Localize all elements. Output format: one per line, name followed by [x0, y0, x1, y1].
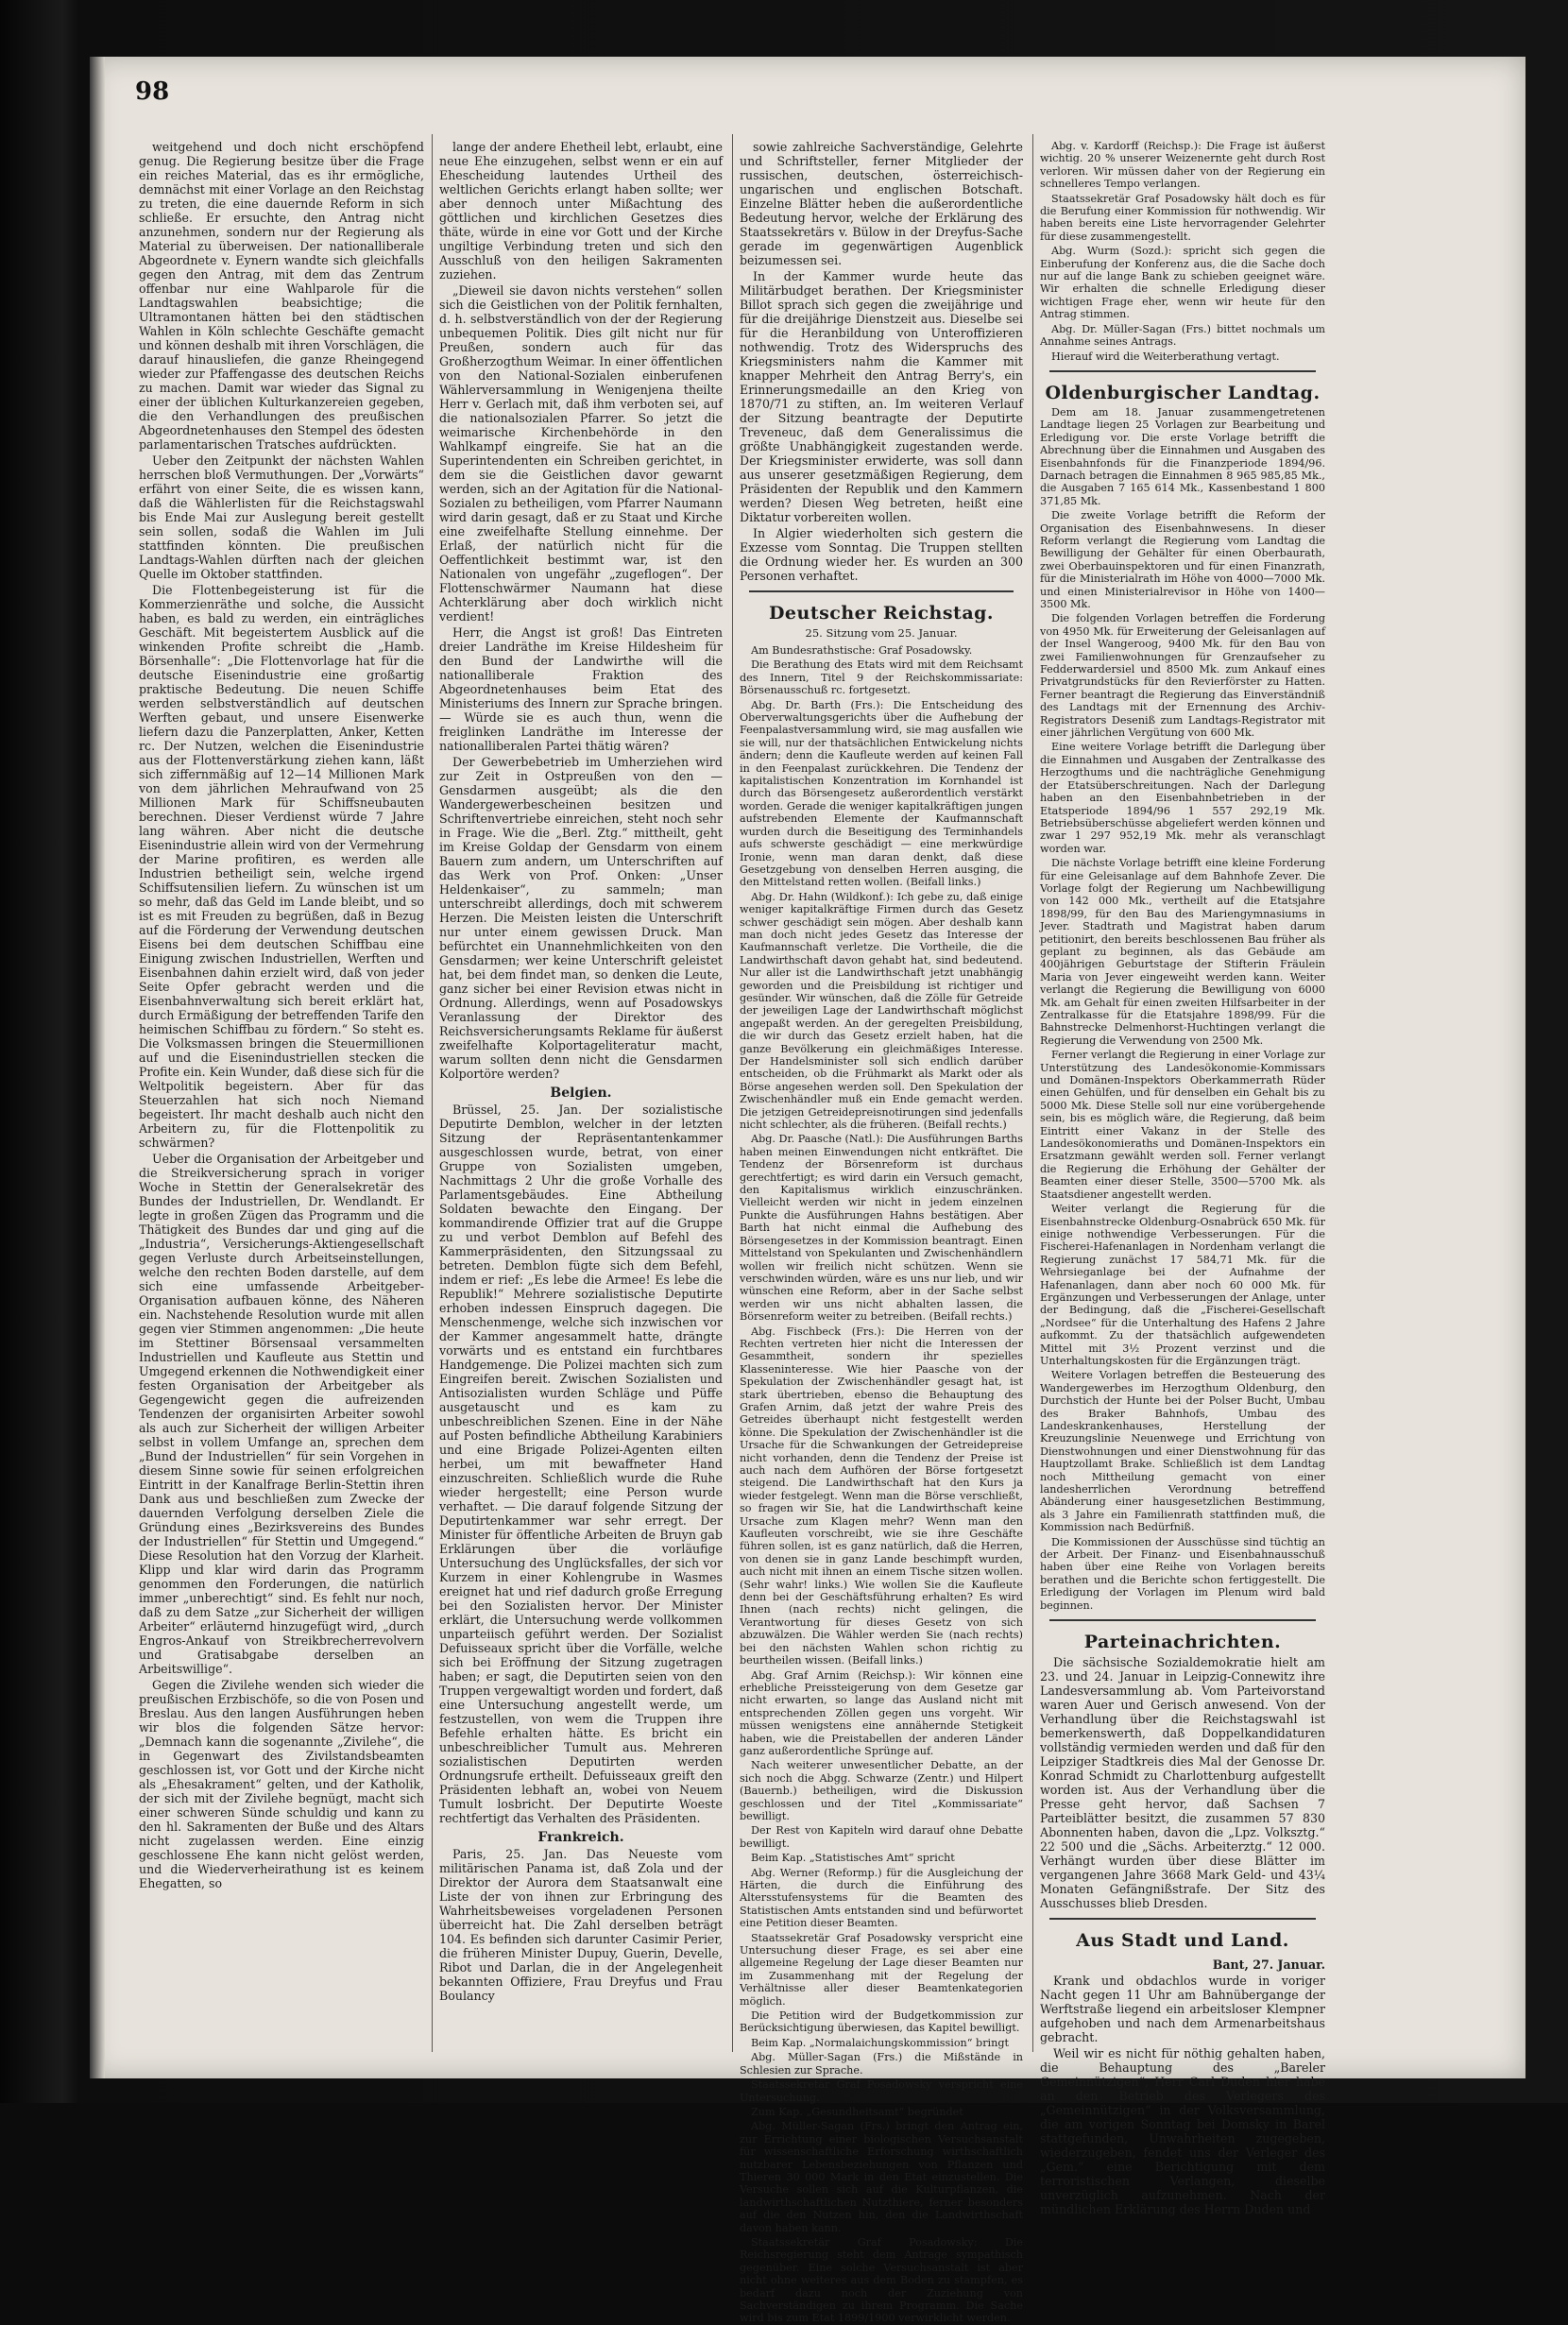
page-number: 98 [135, 77, 170, 106]
column-3 [740, 140, 1023, 2325]
paragraph: Ferner verlangt die Regierung in einer Vorlage zur Unterstützung des Landesökonomie-Kommissars und Domänen-Inspektors Oberkammerrath Rüder einen Gehülfen, und für denselben ein Gehalt bis zu 5000 Mk. Diese Stelle soll nur eine vorübergehende sein, bis es möglich wäre, die Regierung, daß beim Eintritt einer Vakanz in der Stelle des Landesökonomieraths und Domänen-Inspektors ein Ersatzmann gewählt werden soll. Ferner verlangt die Regierung die Erhöhung der Gehälter der Beamten einer dieser Stelle, 3500—5700 Mk. als Staatsdiener angestellt werden. [1040, 1049, 1325, 1201]
paragraph: Weitere Vorlagen betreffen die Besteuerung des Wandergewerbes im Herzogthum Oldenburg, den Durchstich der Hunte bei der Polser Bucht, Umbau des Braker Bahnhofs, Umbau des Landeskrankenhauses, Herstellung der Kreuzungslinie Neuenwege und Errichtung von Dienstwohnungen und einer Dienstwohnung für das Hauptzollamt Brake. Schließlich ist dem Landtag noch Mittheilung gemacht von einer landesherrlichen Verordnung betreffend Abänderung einer hausgesetzlichen Bestimmung, als 3 Jahre ein Familienrath stattfinden muß, die Kommission nach Bedürfniß. [1040, 1369, 1325, 1534]
paragraph: Eine weitere Vorlage betrifft die Darlegung über die Einnahmen und Ausgaben der Zentralkasse des Herzogthums und die nachträgliche Genehmigung der Etatsüberschreitungen. Nach der Darlegung haben an den Eisenbahnbetrieben in der Etatsperiode 1894/96 1 557 292,19 Mk. Betriebsüberschüsse abgeliefert werden können und zwar 1 297 952,19 Mk. mehr als veranschlagt worden war. [1040, 741, 1325, 855]
paragraph: Nach weiterer unwesentlicher Debatte, an der sich noch die Abgg. Schwarze (Zentr.) und Hilpert (Bauernb.) betheiligen, wird die Diskussion geschlossen und der Titel „Kommissariate“ bewilligt. [740, 1759, 1023, 1822]
column-1 [139, 140, 424, 2048]
paragraph: Abg. Dr. Hahn (Wildkonf.): Ich gebe zu, daß einige weniger kapitalkräftige Firmen durch das Gesetz schwer geschädigt sein mögen. Aber deshalb kann man doch nicht jedes Gesetz das Interesse der Kaufmannschaft verletze. Die Vortheile, die die Landwirthschaft davon gehabt hat, sind bedeutend. Nur aller ist die Landwirthschaft jetzt unabhängig geworden und die Preisbildung ist richtiger und gesünder. Wir wünschen, daß die Zölle für Getreide der jeweiligen Lage der Landwirthschaft möglichst angepaßt werden. An der geregelten Preisbildung, die wir durch das Gesetz erzielt haben, hat die ganze Bevölkerung ein gleichmäßiges Interesse. Der Handelsminister soll sich endlich darüber entscheiden, ob die Frühmarkt als Markt oder als Börse angesehen werden soll. Den Spekulation der Zwischenhändler muß ein Ende gemacht werden. Die jetzigen Getreidepreisnotirungen sind jedenfalls nicht schlechter, als die früheren. (Beifall rechts.) [740, 890, 1023, 1132]
paragraph: Abg. Graf Arnim (Reichsp.): Wir können eine erhebliche Preissteigerung von dem Gesetze gar nicht erwarten, so lange das Ausland nicht mit entsprechenden Zöllen gegen uns vorgeht. Wir müssen wenigstens eine annähernde Stetigkeit haben, wie die Preistabellen der anderen Länder ganz außerordentliche Sprünge auf. [740, 1668, 1023, 1757]
paragraph: Weiter verlangt die Regierung für die Eisenbahnstrecke Oldenburg-Osnabrück 650 Mk. für einige nothwendige Verbesserungen. Für die Fischerei-Hafenanlagen in Nordenham verlangt die Regierung zunächst 17 584,71 Mk. für die Wehrsieganlage bei der Aufnahme der Hafenanlagen, dann aber noch 60 000 Mk. für Ergänzungen und Verbesserungen der Anlage, unter der Bedingung, daß die „Fischerei-Gesellschaft „Nordsee“ für die Unterhaltung des Hafens 2 Jahre aufkommt. Zu der thatsächlich aufgewendeten Mittel mit 3½ Prozent verzinst und die Unterhaltungskosten für die Ergänzungen trägt. [1040, 1203, 1325, 1367]
paragraph: Die zweite Vorlage betrifft die Reform der Organisation des Eisenbahnwesens. In dieser Reform verlangt die Regierung vom Landtag die Bewilligung der Gehälter für einen Oberbaurath, zwei Oberbauinspektoren und für einen Finanzrath, für die Ministerialrath im Höhe von 4000—7000 Mk. und einen Ministerialrevisor in Höhe von 1400—3500 Mk. [1040, 509, 1325, 610]
paragraph: Die folgenden Vorlagen betreffen die Forderung von 4950 Mk. für Erweiterung der Geleisanlagen auf der Insel Wangeroog, 9400 Mk. für den Bau von zwei Familienwohnungen für Grenzaufseher zu Fedderwardersiel und 8500 Mk. zum Ankauf eines Privatgrundstücks für den Revierförster zu Hatten. Ferner beantragt die Regierung das Einverständniß des Landtags mit der Ernennung des Archiv-Registrators Deseniß zum Landtags-Registrator mit einer jährlichen Vergütung von 600 Mk. [1040, 612, 1325, 740]
section-subheading: 25. Sitzung vom 25. Januar. [805, 626, 958, 640]
paragraph: Abg. Werner (Reformp.) für die Ausgleichung der Härten, die durch die Einführung des Altersstufensystems für die Beamten des Statistischen Amts entstanden sind und befürwortet eine Petition dieser Beamten. [740, 1866, 1023, 1930]
paragraph: lange der andere Ehetheil lebt, erlaubt, eine neue Ehe einzugehen, selbst wenn er ein auf Ehescheidung lautendes Urtheil des weltlichen Gerichts erlangt haben sollte; wer aber dennoch unter Mißachtung des göttlichen und kirchlichen Gesetzes dies thäte, würde in eine vor Gott und der Kirche ungiltige Verbindung treten und sich den Ausschluß von den heiligen Sakramenten zuziehen. [439, 140, 723, 282]
section-divider [1049, 1918, 1316, 1920]
reichstag-report [740, 644, 1023, 2325]
column-2 [439, 140, 723, 2048]
paragraph: Ueber den Zeitpunkt der nächsten Wahlen herrschen bloß Vermuthungen. Der „Vorwärts“ erfährt von einer Seite, die es wissen kann, daß die Wählerlisten für die Reichstagswahl bis Ende Mai zur Auslegung bereit gestellt sein sollen, sodaß die Wahlen im Juli stattfinden könnten. Die preußischen Landtags-Wahlen dürften nach der gleichen Quelle im Oktober stattfinden. [139, 453, 424, 581]
paragraph: Die sächsische Sozialdemokratie hielt am 23. und 24. Januar in Leipzig-Connewitz ihre Landesversammlung ab. Vom Parteivorstand waren Auer und Gerisch anwesend. Von der Verhandlung über die Reichstagswahl ist bemerkenswerth, daß Doppelkandidaturen vollständig vermieden werden und daß für den Leipziger Stadtkreis dies Mal der Genosse Dr. Konrad Schmidt zu Charlottenburg aufgestellt worden ist. Aus der Verhandlung über die Presse geht hervor, daß Sachsen 7 Parteiblätter besitzt, die zusammen 57 830 Abonnenten haben, davon die „Lpz. Volksztg.“ 22 500 und die „Sächs. Arbeiterztg.“ 12 000. Verhängt wurden über diese Blätter im vergangenen Jahre 3668 Mark Geld- und 43¼ Monaten Gefängnißstrafe. Der Sitz des Ausschusses blieb Dresden. [1040, 1655, 1325, 1911]
paragraph: „Dieweil sie davon nichts verstehen“ sollen sich die Geistlichen von der Politik fernhalten, d. h. selbstverständlich von der der Regierung unbequemen Politik. Dies gilt nicht nur für Preußen, sondern auch für das Großherzogthum Weimar. In einer öffentlichen von den National-Sozialen einberufenen Wählerversammlung in Wenigenjena theilte Herr v. Gerlach mit, daß ihm verboten sei, auf die nationalsozialen Pfarrer. So jetzt die weimarische Kirchenbehörde in den Wahlkampf eingreife. Sie hat an die Superintendenten ein Schreiben gerichtet, in dem sie die Geistlichen davor gewarnt werden, sich an der Agitation für die National-Sozialen zu betheiligen, vom Pfarrer Naumann wird darin gesagt, daß er zu Staat und Kirche eine zweifelhafte Stellung einnehme. Der Erlaß, der natürlich nicht für die Oeffentlichkeit bestimmt war, ist den Nationalen von ungefähr „zugeflogen“. Der Flottenschwärmer Naumann hat diese Achterklärung aber doch wirklich nicht verdient! [439, 283, 723, 624]
dateline: Bant, 27. Januar. [1212, 1957, 1325, 1973]
paragraph: Die Berathung des Etats wird mit dem Reichsamt des Innern, Titel 9 der Reichskommissariate: Börsenausschuß rc. fortgesetzt. [740, 658, 1023, 697]
paragraph: Abg. Wurm (Sozd.): spricht sich gegen die Einberufung der Konferenz aus, die die Sache doch nur auf die lange Bank zu schieben geeignet wäre. Wir erhalten die schnelle Erledigung dieser wichtigen Frage eher, wenn wir heute für den Antrag stimmen. [1040, 245, 1325, 321]
paragraph: Gegen die Zivilehe wenden sich wieder die preußischen Erzbischöfe, so die von Posen und Breslau. Aus den langen Ausführungen heben wir blos die folgenden Sätze hervor: „Demnach kann die sogenannte „Zivilehe“, die in Gegenwart des Zivilstandsbeamten geschlossen ist, vor Gott und der Kirche nicht als „Ehesakrament“ gelten, und der Katholik, der sich mit der Zivilehe begnügt, macht sich einer schweren Sünde schuldig und kann zu den hl. Sakramenten der Buße und des Altars nicht zugelassen werden. Eine einzig geschlossene Ehe kann nicht gelöst werden, und die Wiederverheirathung ist es keinem Ehegatten, so [139, 1678, 424, 1890]
reichstag-continued [1040, 140, 1325, 363]
section-heading-partei: Parteinachrichten. [1083, 1632, 1282, 1653]
paragraph: Beim Kap. „Normalaichungskommission“ bringt [751, 2036, 1009, 2049]
column-4 [1040, 140, 1325, 2217]
paragraph: Krank und obdachlos wurde in voriger Nacht gegen 11 Uhr am Bahnübergange der Werftstraße liegend ein arbeitsloser Klempner aufgehoben und nach dem Armenarbeitshaus gebracht. [1040, 1974, 1325, 2045]
paragraph: weitgehend und doch nicht erschöpfend genug. Die Regierung besitze über die Frage ein reiches Material, das es ihr ermögliche, demnächst mit einer Vorlage an den Reichstag zu treten, die eine dauernde Reform in sich schließe. Er ersuchte, den Antrag nicht anzunehmen, sondern nur der Regierung als Material zu überweisen. Der nationalliberale Abgeordnete v. Eynern wandte sich gleichfalls gegen den Antrag, mit dem das Zentrum offenbar nur eine Wahlparole für die Landtagswahlen beabsichtige; die Ultramontanen hätten bei den städtischen Wahlen in Köln schlechte Geschäfte gemacht und können deshalb mit ihren Vorschlägen, die darauf hinausliefen, die ganze Rheingegend wieder zur Pfaffengasse des deutschen Reichs zu machen. Damit war wieder das Signal zu einer der üblichen Kulturkanzereien gegeben, die den Verhandlungen des preußischen Abgeordnetenhauses den Stempel des ödesten parlamentarischen Tratsches aufdrückten. [139, 140, 424, 452]
column-rule [1032, 134, 1033, 2052]
paragraph: Dem am 18. Januar zusammengetretenen Landtage liegen 25 Vorlagen zur Bearbeitung und Erledigung vor. Die erste Vorlage betrifft die Abrechnung über die Einnahmen und Ausgaben des Eisenbahnfonds für die Finanzperiode 1894/96. Darnach betragen die Einnahmen 8 965 985,85 Mk., die Ausgaben 7 165 614 Mk., Kassenbestand 1 800 371,85 Mk. [1040, 405, 1325, 507]
paragraph: Staatssekretär Graf Posadowsky verspricht eine Untersuchung dieser Frage, es sei aber eine allgemeine Regelung der Lage dieser Beamten nur im Zusammenhang mit der Regelung der Verhältnisse aller dieser Beamtenkategorien möglich. [740, 1931, 1023, 2008]
section-heading-oldenburg: Oldenburgischer Landtag. [1045, 382, 1321, 403]
paragraph: Beim Kap. „Statistisches Amt“ spricht [751, 1852, 955, 1865]
paragraph: Staatssekretär Graf Posadowsky hält doch es für die Berufung einer Kommission für nothwendig. Wir haben bereits eine Liste hervorragender Gelehrter für diese zusammengestellt. [1040, 192, 1325, 243]
section-divider [1049, 1619, 1316, 1621]
section-heading-belgien: Belgien. [550, 1086, 612, 1101]
column-rule [432, 134, 433, 2052]
paragraph: Staatssekretär Graf Posadowsky: Die Reichsregierung steht dem Antrage sympathisch gegenüber. Eine solche Versuchsanstalt ist aber nicht ohne weiteres aus dem Boden zu stampfen, es bedarf dazu noch der Zuziehung von Sachverständigen zu ihrem Programm. Die Sache wird bis zum Etat 1899/1900 verwirklicht werden. [740, 2235, 1023, 2325]
paragraph: In der Kammer wurde heute das Militärbudget berathen. Der Kriegsminister Billot sprach sich gegen die zweijährige und für die dreijährige Dienstzeit aus. Dieselbe sei für die Heranbildung von Unteroffizieren nothwendig. Trotz des Widerspruchs des Kriegsministers nahm die Kammer mit knapper Mehrheit den Antrag Berry's, ein Erinnerungsmedaille an den Krieg von 1870/71 zu stiften, an. Im weiteren Verlauf der Sitzung beantragte der Deputirte Treveneuc, daß dem Generalissimus die größte Unabhängigkeit zugestanden werde. Der Kriegsminister erwiderte, was soll dann aus unserer gesetzmäßigen Regierung, dem Präsidenten der Republik und den Kammern werden? Diesen Weg betreten, heißt eine Diktatur vorbereiten wollen. [740, 269, 1023, 524]
paragraph: In Algier wiederholten sich gestern die Exzesse vom Sonntag. Die Truppen stellten die Ordnung wieder her. Es wurden an 300 Personen verhaftet. [740, 526, 1023, 583]
paragraph: Die Kommissionen der Ausschüsse sind tüchtig an der Arbeit. Der Finanz- und Eisenbahnausschuß haben über eine Reihe von Vorlagen bereits berathen und die Berichte schon fertiggestellt. Die Erledigung der Vorlagen im Plenum wird bald beginnen. [1040, 1535, 1325, 1612]
paragraph: Abg. Dr. Müller-Sagan (Frs.) bittet nochmals um Annahme seines Antrags. [1040, 322, 1325, 349]
paragraph: Ueber die Organisation der Arbeitgeber und die Streikversicherung sprach in voriger Woche in Stettin der Generalsekretär des Bundes der Industriellen, Dr. Wendlandt. Er legte in großen Zügen das Programm und die Thätigkeit des Bundes dar und ging auf die „Industria“, Versicherungs-Aktiengesellschaft gegen Verluste durch Arbeitseinstellungen, welche den rechten Boden darstelle, auf dem sich eine umfassende Arbeitgeber-Organisation aufbauen könne, des Näheren ein. Nachstehende Resolution wurde mit allen gegen vier Stimmen angenommen: „Die heute im Stettiner Börsensaal versammelten Industriellen und Kaufleute aus Stettin und Umgegend erkennen die Nothwendigkeit einer festen Organisation der Arbeitgeber als Gegengewicht gegen die aufreizenden Tendenzen der organisirten Arbeiter sowohl als auch zur Sicherheit der willigen Arbeiter selbst in vollem Umfange an, sprechen dem „Bund der Industriellen“ für sein Vorgehen in diesem Sinne sowie für seinen erfolgreichen Eintritt in der Kanalfrage Berlin-Stettin ihren Dank aus und beschließen zum Zwecke der dauernden Verfolgung derselben Ziele die Gründung eines „Bezirksvereins des Bundes der Industriellen“ für Stettin und Umgegend.“ Diese Resolution hat den Vorzug der Klarheit. Klipp und klar wird darin das Programm genommen den Forderungen, die natürlich immer „unberechtigt“ sind. Es fehlt nur noch, daß zu dem Satze „zur Sicherheit der willigen Arbeiter“ erläuternd hinzugefügt wird, „durch Engros-Ankauf von Streikbrecherrevolvern und Gratisabgabe derselben an Arbeitswillige“. [139, 1152, 424, 1676]
paragraph: Abg. v. Kardorff (Reichsp.): Die Frage ist äußerst wichtig. 20 % unserer Weizenernte geht durch Rost verloren. Wir müssen daher von der Regierung ein schnelleres Tempo verlangen. [1040, 140, 1325, 191]
paragraph: Abg. Dr. Paasche (Natl.): Die Ausführungen Barths haben meinen Einwendungen nicht entkräftet. Die Tendenz der Börsenreform ist durchaus gerechtfertigt; es wird darin ein Versuch gemacht, den Kapitalismus wirklich einzuschränken. Vielleicht werden wir nicht in jedem einzelnen Punkte die Ausführungen Hahns bestätigen. Aber Barth hat nicht einmal die Aufhebung des Börsengesetzes in der Kommission beantragt. Einen Mittelstand von Spekulanten und Zwischenhändlern wollen wir freilich nicht schützen. Wenn sie verschwinden würden, wäre es uns nur lieb, und wir wünschen eine Reform, aber in der Sache selbst werden wir uns nicht abhalten lassen, die Börsenreform weiter zu betreiben. (Beifall rechts.) [740, 1133, 1023, 1324]
paragraph: sowie zahlreiche Sachverständige, Gelehrte und Schriftsteller, ferner Mitglieder der russischen, deutschen, österreichisch-ungarischen und englischen Botschaft. Einzelne Blätter heben die außerordentliche Bedeutung hervor, welche der Erklärung des Staatssekretärs v. Bülow in der Dreyfus-Sache gerade im gegenwärtigen Augenblick beizumessen sei. [740, 140, 1023, 267]
column-rule [732, 134, 733, 2052]
paragraph: Staatssekretär Graf Posadowsky verspricht eine Untersuchung. [740, 2078, 1023, 2104]
paragraph: Die Flottenbegeisterung ist für die Kommerzienräthe und solche, die Aussicht haben, es bald zu werden, ein einträgliches Geschäft. Mit begeistertem Ausblick auf die winkenden Profite schreibt die „Hamb. Börsenhalle“: „Die Flottenvorlage hat für die deutsche Eisenindustrie eine großartig praktische Bedeutung. Die neuen Schiffe werden selbstverständlich auf deutschen Werften gebaut, und unsere Eisenwerke liefern dazu die Panzerplatten, Anker, Ketten rc. Der Nutzen, welchen die Eisenindustrie aus der Flottenverstärkung ziehen kann, läßt sich ziffernmäßig auf 12—14 Millionen Mark von dem jährlichen Mehraufwand von 25 Millionen Mark für Schiffsneubauten berechnen. Dieser Verdienst würde 7 Jahre lang währen. Aber nicht die deutsche Eisenindustrie allein wird von der Vermehrung der Marine profitiren, es werden alle Industrien betheiligt sein, welche irgend Schiffsutensilien liefern. Zu wünschen ist um so mehr, daß das Geld im Lande bleibt, und so ist es mit Freuden zu begrüßen, daß in Bezug auf die Förderung der Verwendung deutschen Eisens bei dem deutschen Schiffbau eine Einigung zwischen Industriellen, Werften und Eisenbahnen dahin erzielt wird, daß von jeder Seite Opfer gebracht werden und die Eisenbahnverwaltung sich bereit erklärt hat, durch Ermäßigung der betreffenden Tarife den heimischen Schiffbau zu fördern.“ So steht es. Die Volksmassen bringen die Steuermillionen auf und die Eisenindustriellen stecken die Profite ein. Kein Wunder, daß diese sich für die Weltpolitik begeistern. Aber für das Steuerzahlen hat sich noch Niemand begeistert. Ihr macht deshalb auch nicht den Arbeitern zu, für die Flottenpolitik zu schwärmen? [139, 583, 424, 1150]
paragraph: Abg. Müller-Sagan (Frs.) die Mißstände in Schlesien zur Sprache. [740, 2051, 1023, 2077]
paragraph: Abg. Müller-Sagan (Frs.) bringt den Antrag ein, zur Errichtung einer biologischen Versuchsanstalt für wissenschaftliche Erforschung wirthschaftlich nutzbarer Lebensbeziehungen von Pflanzen und Thieren 30 000 Mark in den Etat einzustellen. Die Versuche sollen sich auf die Kulturpflanzen, die landwirthschaftlichen Nutzthiere, ferner besonders auf die den Nutzen hin, den die Landwirthschaft davon haben kann. [740, 2120, 1023, 2234]
paragraph: Am Bundesrathstische: Graf Posadowsky. [751, 644, 973, 657]
section-heading-frankreich: Frankreich. [537, 1830, 624, 1845]
section-divider [749, 590, 1014, 592]
section-heading-reichstag: Deutscher Reichstag. [768, 603, 995, 624]
paragraph: Weil wir es nicht für nöthig gehalten haben, die Behauptung des „Bareler Gemeinnützigen“, Herr Carl Duden hier habe an den Betrieb des Verlegers des „Gemeinnützigen“ in der Volksversammlung, die am vorigen Sonntag bei Domsky in Barel stattgefunden, Unwahrheiten zugegeben, wiederzugeben, fendet uns der Verleger des „Gem.“ eine Berichtigung mit dem terroristischen Verlangen, dieselbe unverzüglich aufzunehmen. Nach der mündlichen Erklärung des Herrn Duden und [1040, 2046, 1325, 2217]
paragraph: Abg. Dr. Barth (Frs.): Die Entscheidung des Oberverwaltungsgerichts über die Aufhebung der Feenpalastversammlung wird, sie mag ausfallen wie sie will, nur der thatsächlichen Entwickelung nichts ändern; denn die Kaufleute werden auf keinen Fall in den Feenpalast zurückkehren. Die Tendenz der kapitalistischen Konzentration im Kornhandel ist durch das Börsengesetz außerordentlich verstärkt worden. Gerade die weniger kapitalkräftigen jungen aufstrebenden Elemente der Kaufmannschaft wurden durch die Beseitigung des Terminhandels aufs schwerste geschädigt — eine merkwürdige Ironie, wenn man daran denkt, daß diese Gesetzgebung von denselben Herren ausging, die den Mittelstand retten wollen. (Beifall links.) [740, 698, 1023, 889]
oldenburg-report [1040, 406, 1325, 1612]
paragraph: Brüssel, 25. Jan. Der sozialistische Deputirte Demblon, welcher in der letzten Sitzung der Repräsentantenkammer ausgeschlossen wurde, betrat, von einer Gruppe von Sozialisten umgeben, Nachmittags 2 Uhr die große Vorhalle des Parlamentsgebäudes. Eine Abtheilung Soldaten bewachte den Eingang. Der kommandirende Offizier trat auf die Gruppe zu und verbot Demblon auf Befehl des Kammerpräsidenten, den Sitzungssaal zu betreten. Demblon fügte sich dem Befehl, indem er rief: „Es lebe die Armee! Es lebe die Republik!“ Mehrere sozialistische Deputirte erhoben indessen Einspruch dagegen. Die Menschenmenge, welche sich inzwischen vor der Kammer angesammelt hatte, drängte vorwärts und es entstand ein furchtbares Handgemenge. Die Polizei machten sich zum Eingreifen bereit. Zwischen Sozialisten und Antisozialisten wurden Schläge und Püffe ausgetauscht und es kam zu unbeschreiblichen Szenen. Eine in der Nähe auf Posten befindliche Abtheilung Karabiniers und eine Brigade Polizei-Agenten eilten herbei, um mit bewaffneter Hand einzuschreiten. Schließlich wurde die Ruhe wieder hergestellt; eine Person wurde verhaftet. — Die darauf folgende Sitzung der Deputirtenkammer war sehr erregt. Der Minister für öffentliche Arbeiten de Bruyn gab Erklärungen über die vorläufige Untersuchung des Unglücksfalles, der sich vor Kurzem in einer Kohlengrube in Wasmes ereignet hat und rief dadurch große Erregung bei den Sozialisten hervor. Der Minister erklärt, die Untersuchung werde vollkommen unparteiisch geführt werden. Der Sozialist Defuisseaux spricht über die Vorfälle, welche sich bei Eröffnung der Sitzung zugetragen haben; er sagt, die Deputirten seien von den Truppen vergewaltigt worden und fordert, daß eine Untersuchung angestellt werde, um festzustellen, von wem die Truppen ihre Befehle erhalten hätte. Es bricht ein unbeschreiblicher Tumult aus. Mehreren sozialistischen Deputirten werden Ordnungsrufe ertheilt. Defuisseaux greift den Präsidenten lebhaft an, wobei von Neuem Tumult losbricht. Der Deputirte Woeste rechtfertigt das Verhalten des Präsidenten. [439, 1103, 723, 1825]
paragraph: Herr, die Angst ist groß! Das Eintreten dreier Landräthe im Kreise Hildesheim für den Bund der Landwirthe will die nationalliberale Fraktion des Abgeordnetenhauses beim Etat des Ministeriums des Innern zur Sprache bringen. — Würde sie es auch thun, wenn die freiglinken Landräthe im Interesse der nationalliberalen Partei thätig wären? [439, 625, 723, 753]
paragraph: Die Petition wird der Budgetkommission zur Berücksichtigung überwiesen, das Kapitel bewilligt. [740, 2009, 1023, 2035]
page-binding-shadow [90, 57, 105, 2078]
newspaper-page [90, 57, 1525, 2325]
paragraph: Zum Kap. „Gesundheitsamt“ begründet [751, 2105, 963, 2118]
paragraph: Der Rest von Kapiteln wird darauf ohne Debatte bewilligt. [740, 1824, 1023, 1850]
paragraph: Die nächste Vorlage betrifft eine kleine Forderung für eine Geleisanlage auf dem Bahnhofe Zever. Die Vorlage folgt der Regierung um Nachbewilligung von 142 000 Mk., vertheilt auf die Etatsjahre 1898/99, für den Bau des Mariengymnasiums in Jever. Stadtrath und Magistrat haben darum petitionirt, den bereits beschlossenen Bau früher als geplant zu beginnen, als das Gebäude am 400jährigen Geburtstage der Stifterin Fräulein Maria von Jever eingeweiht werden kann. Weiter verlangt die Regierung die Bewilligung von 6000 Mk. am Gehalt für einen zweiten Hilfsarbeiter in der Zentralkasse für die Etatsjahre 1898/99. Für die Bahnstrecke Delmenhorst-Huchtingen verlangt die Regierung die Verwendung von 2500 Mk. [1040, 857, 1325, 1047]
paragraph: Abg. Fischbeck (Frs.): Die Herren von der Rechten vertreten hier nicht die Interessen der Gesammtheit, sondern ihr spezielles Klasseninteresse. Wie hier Paasche von der Spekulation der Zwischenhändler gesagt hat, ist stark übertrieben, ebenso die Behauptung des Grafen Arnim, daß jetzt der wahre Preis des Getreides überhaupt nicht festgestellt werden könne. Die Spekulation der Zwischenhändler ist die Ursache für die Schwankungen der Getreidepreise nicht vorhanden, denn die Tendenz der Preise ist auch nach dem Aufhören der Börse fortgesetzt steigend. Die Landwirthschaft hat den Kurs ja wieder festgelegt. Wenn man die Börse verschließt, so fragen wir Sie, hat die Landwirthschaft keine Ursache zum Klagen mehr? Wenn man den Kaufleuten vorschreibt, wie sie ihre Geschäfte führen sollen, ist es ganz natürlich, daß die Herren, von denen sie in ganz Lande beschimpft wurden, auch nicht mit ihnen an einem Tische sitzen wollen. (Sehr wahr! links.) Wie wollen Sie die Kaufleute denn bei der Geschäftsführung erhalten? Es wird Ihnen (nach rechts) nicht gelingen, die Verantwortung für dieses Gesetz von sich abzuwälzen. Die Wähler werden Sie (nach rechts) bei den nächsten Wahlen schon richtig zu beurtheilen wissen. (Beifall links.) [740, 1325, 1023, 1667]
section-divider [1049, 370, 1316, 372]
paragraph: Der Gewerbebetrieb im Umherziehen wird zur Zeit in Ostpreußen von den — Gensdarmen ausgeübt; als die den Wandergewerbescheinen besitzen und Schriftenvertriebe einreichen, steht noch sehr in Frage. Wie die „Berl. Ztg.“ mittheilt, geht im Kreise Goldap der Gensdarm von einem Bauern zum andern, um Unterschriften auf das Werk von Prof. Onken: „Unser Heldenkaiser“, zu sammeln; man unterschreibt allerdings, doch mit schwerem Herzen. Die Meisten leisten die Unterschrift nur unter einem gewissen Druck. Man befürchtet ein Unannehmlichkeiten von den Gensdarmen; wer keine Unterschrift geleistet hat, bei dem findet man, so denken die Leute, ganz sicher bei einer Revision etwas nicht in Ordnung. Allerdings, wenn auf Posadowskys Veranlassung der Direktor des Reichsversicherungsamts Reklame für äußerst zweifelhafte Kolportageliteratur macht, warum sollten denn nicht die Gensdarmen Kolportöre werden? [439, 755, 723, 1081]
section-heading-stadt: Aus Stadt und Land. [1076, 1930, 1289, 1952]
paragraph: Hierauf wird die Weiterberathung vertagt. [1051, 350, 1280, 363]
paragraph: Paris, 25. Jan. Das Neueste vom militärischen Panama ist, daß Zola und der Direktor der Aurora dem Staatsanwalt eine Liste der von ihnen zur Erbringung des Wahrheitsbeweises vorgeladenen Personen überreicht hat. Die Zahl derselben beträgt 104. Es befinden sich darunter Casimir Perier, die früheren Minister Dupuy, Guerin, Develle, Ribot und Darlan, die in der Angelegenheit bekannten Offiziere, Frau Dreyfus und Frau Boulancy [439, 1847, 723, 2003]
